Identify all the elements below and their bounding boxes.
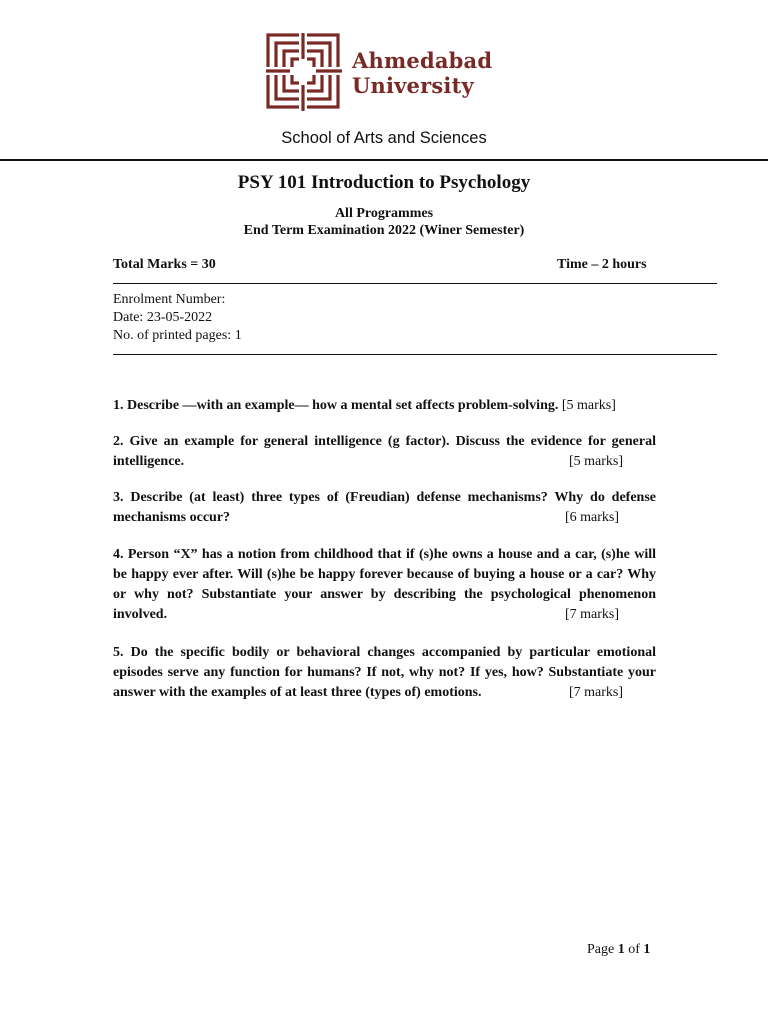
- question-5: [113, 643, 656, 703]
- printed-pages: No. of printed pages: 1: [113, 328, 242, 343]
- question-text: 2. Give an example for general intelligence (g factor). Discuss the evidence for general intelligence.: [113, 434, 656, 469]
- question-2: [113, 432, 656, 472]
- question-1: [113, 396, 673, 416]
- page-word: Page: [587, 942, 615, 957]
- university-logo: [266, 33, 492, 111]
- question-marks: [6 marks]: [565, 510, 620, 525]
- page-total: 1: [643, 942, 651, 957]
- page-footer: [587, 942, 650, 958]
- question-marks: [5 marks]: [569, 454, 624, 469]
- divider: [113, 354, 717, 355]
- header-divider: [0, 159, 768, 161]
- exam-name: End Term Examination 2022 (Winer Semester): [243, 223, 525, 238]
- question-3: [113, 488, 656, 528]
- school-name: School of Arts and Sciences: [281, 129, 487, 147]
- question-marks: [5 marks]: [561, 398, 616, 413]
- question-text: 3. Describe (at least) three types of (Freudian) defense mechanisms? Why do defense mechanisms occur?: [113, 490, 656, 525]
- question-marks: [7 marks]: [569, 685, 624, 700]
- question-text: 5. Do the specific bodily or behavioral changes accompanied by particular emotional episodes serve any function for humans? If not, why not? If yes, how? Substantiate your answer with the examples of at least three (types of) emotions.: [113, 645, 656, 700]
- exam-time: Time – 2 hours: [557, 257, 647, 272]
- page-current: 1: [617, 942, 625, 957]
- exam-date: Date: 23-05-2022: [113, 310, 213, 325]
- course-title: PSY 101 Introduction to Psychology: [237, 172, 531, 193]
- of-word: of: [628, 942, 640, 957]
- total-marks: Total Marks = 30: [113, 257, 216, 272]
- question-marks: [7 marks]: [565, 607, 620, 622]
- logo-wordmark-line2: University: [352, 73, 474, 98]
- question-4: [113, 545, 656, 625]
- logo-wordmark-line1: Ahmedabad: [352, 48, 493, 73]
- divider: [113, 283, 717, 284]
- question-text: 1. Describe —with an example— how a mental set affects problem-solving.: [113, 398, 559, 413]
- ahmedabad-university-logo-icon: [266, 33, 342, 111]
- question-text: 4. Person “X” has a notion from childhood that if (s)he owns a house and a car, (s)he will be happy ever after. Will (s)he be happy forever because of buying a house or a car? Why or why not? Substantiate your answer by describing the psychological phenomenon involved.: [113, 547, 656, 622]
- programmes: All Programmes: [334, 206, 434, 221]
- enrolment-number-label: Enrolment Number:: [113, 292, 226, 307]
